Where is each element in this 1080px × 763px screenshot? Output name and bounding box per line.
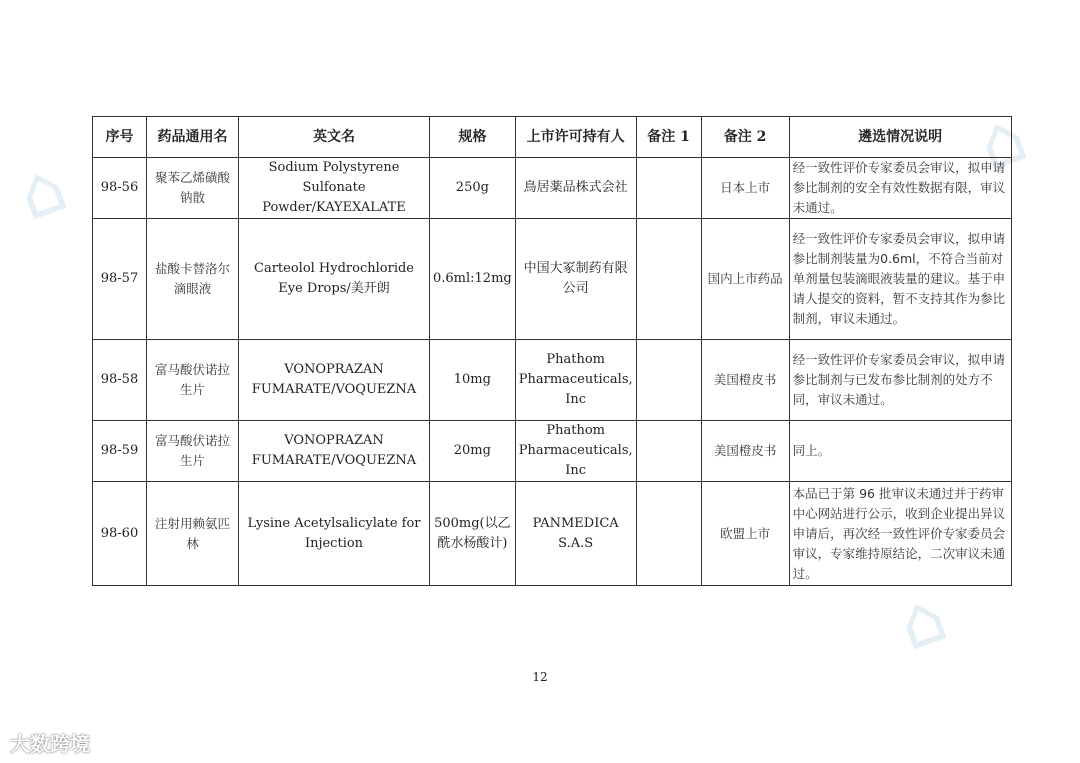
watermark-logo: 大数跨境 <box>10 732 90 756</box>
cell-note2: 国内上市药品 <box>701 219 789 340</box>
cell-id: 98-60 <box>93 482 147 586</box>
cell-generic: 富马酸伏诺拉生片 <box>147 421 239 482</box>
header-cell: 备注 1 <box>636 117 701 158</box>
cell-english: VONOPRAZAN FUMARATE/VOQUEZNA <box>239 421 430 482</box>
table-row <box>93 219 1012 340</box>
watermark-glyph: ⌂ <box>887 574 958 668</box>
cell-note1 <box>636 340 701 421</box>
header-cell: 遴选情况说明 <box>789 117 1011 158</box>
cell-english: Lysine Acetylsalicylate for Injection <box>239 482 430 586</box>
cell-note2: 日本上市 <box>701 158 789 219</box>
cell-spec: 0.6ml:12mg <box>430 219 516 340</box>
watermark-glyph: ⌂ <box>967 94 1038 188</box>
header-cell: 英文名 <box>239 117 430 158</box>
table-row <box>93 340 1012 421</box>
cell-desc: 同上。 <box>789 421 1011 482</box>
cell-spec: 250g <box>430 158 516 219</box>
header-cell: 上市许可持有人 <box>515 117 636 158</box>
cell-holder: 中国大冢制药有限公司 <box>515 219 636 340</box>
cell-spec: 20mg <box>430 421 516 482</box>
cell-holder: Phathom Pharmaceuticals, Inc <box>515 421 636 482</box>
table-header-row <box>93 117 1012 158</box>
table-row <box>93 158 1012 219</box>
cell-generic: 富马酸伏诺拉生片 <box>147 340 239 421</box>
cell-english: Carteolol Hydrochloride Eye Drops/美开朗 <box>239 219 430 340</box>
cell-note1 <box>636 421 701 482</box>
header-cell: 药品通用名 <box>147 117 239 158</box>
page-number: 12 <box>532 670 548 684</box>
cell-desc: 经一致性评价专家委员会审议，拟申请参比制剂与已发布参比制剂的处方不同，审议未通过。 <box>789 340 1011 421</box>
cell-desc: 经一致性评价专家委员会审议，拟申请参比制剂的安全有效性数据有限，审议未通过。 <box>789 158 1011 219</box>
header-cell: 备注 2 <box>701 117 789 158</box>
cell-generic: 注射用赖氨匹林 <box>147 482 239 586</box>
cell-holder: Phathom Pharmaceuticals, Inc <box>515 340 636 421</box>
table-row <box>93 421 1012 482</box>
cell-note2: 欧盟上市 <box>701 482 789 586</box>
cell-note2: 美国橙皮书 <box>701 421 789 482</box>
cell-note2: 美国橙皮书 <box>701 340 789 421</box>
cell-note1 <box>636 158 701 219</box>
cell-desc: 本品已于第 96 批审议未通过并于药审中心网站进行公示，收到企业提出异议申请后，再次经一致性评价专家委员会审议，专家维持原结论，二次审议未通过。 <box>789 482 1011 586</box>
table-row <box>93 482 1012 586</box>
header-cell: 规格 <box>430 117 516 158</box>
cell-note1 <box>636 482 701 586</box>
cell-id: 98-57 <box>93 219 147 340</box>
header-cell: 序号 <box>93 117 147 158</box>
cell-spec: 500mg(以乙酰水杨酸计) <box>430 482 516 586</box>
cell-holder: PANMEDICA S.A.S <box>515 482 636 586</box>
cell-generic: 盐酸卡替洛尔滴眼液 <box>147 219 239 340</box>
cell-generic: 聚苯乙烯磺酸钠散 <box>147 158 239 219</box>
cell-english: Sodium Polystyrene Sulfonate Powder/KAYEXALATE <box>239 158 430 219</box>
cell-holder: 鳥居薬品株式会社 <box>515 158 636 219</box>
watermark-glyph: ⌂ <box>7 144 78 238</box>
reference-drug-table <box>92 116 1012 586</box>
cell-id: 98-56 <box>93 158 147 219</box>
cell-spec: 10mg <box>430 340 516 421</box>
cell-desc: 经一致性评价专家委员会审议，拟申请参比制剂装量为0.6ml，不符合当前对单剂量包装滴眼液装量的建议。基于申请人提交的资料，暂不支持其作为参比制剂，审议未通过。 <box>789 219 1011 340</box>
cell-english: VONOPRAZAN FUMARATE/VOQUEZNA <box>239 340 430 421</box>
cell-id: 98-58 <box>93 340 147 421</box>
cell-id: 98-59 <box>93 421 147 482</box>
cell-note1 <box>636 219 701 340</box>
